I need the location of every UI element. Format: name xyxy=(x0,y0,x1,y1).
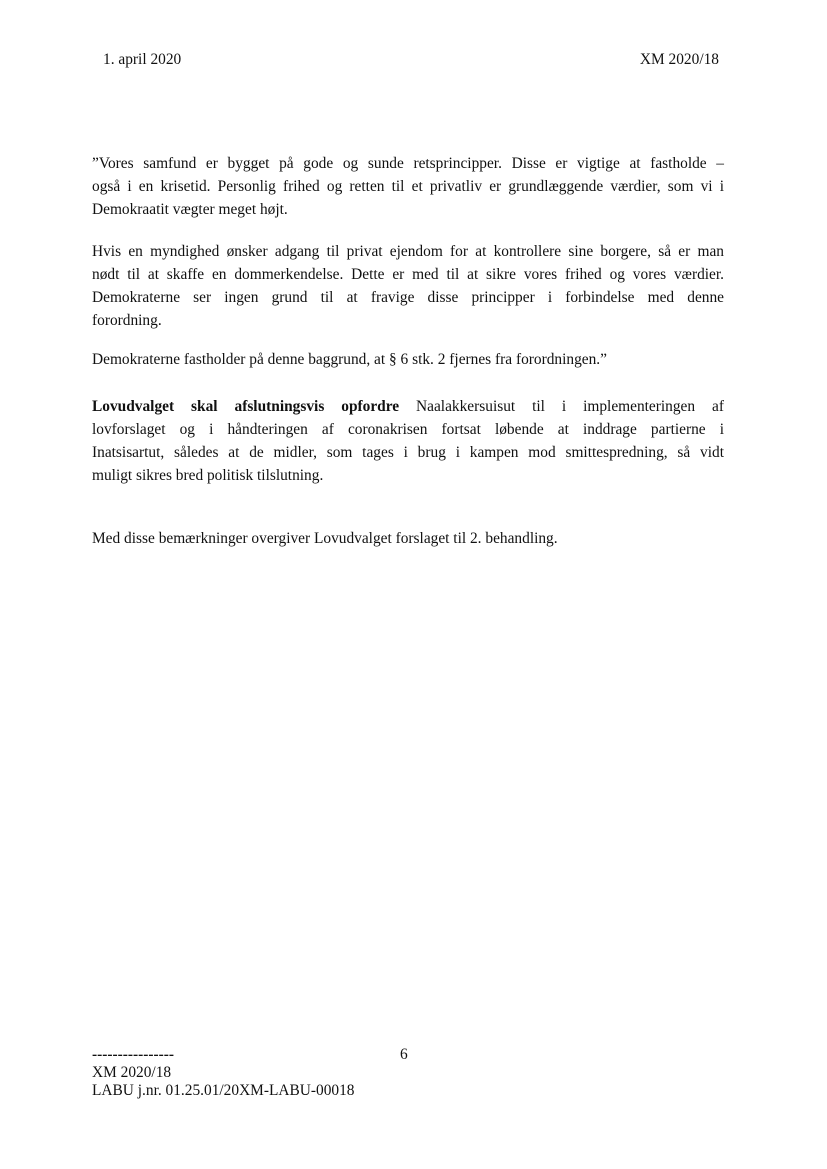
paragraph-committee-call xyxy=(92,395,724,487)
text-fragment: Naalakkersuisut til i implementeringen af xyxy=(399,398,724,415)
paragraph-quote-principles xyxy=(92,152,724,221)
text-line: ”Vores samfund er bygget på gode og sunde retsprincipper. Disse er vigtige at fastholde – xyxy=(92,155,724,172)
text-line: Med disse bemærkninger overgiver Lovudvalget forslaget til 2. behandling. xyxy=(92,530,558,547)
page-number: 6 xyxy=(400,1046,408,1063)
paragraph-conclusion-quote xyxy=(92,348,724,371)
text-line: også i en krisetid. Personlig frihed og retten til et privatliv er grundlæggende værdier, som vi i xyxy=(92,178,724,195)
text-line: Demokraatit vægter meget højt. xyxy=(92,201,288,218)
header-date: 1. april 2020 xyxy=(103,51,182,68)
text-line: nødt til at skaffe en dommerkendelse. Dette er med til at sikre vores frihed og vores værdier. xyxy=(92,266,724,283)
text-line: lovforslaget og i håndteringen af coronakrisen fortsat løbende at inddrage partierne i xyxy=(92,421,724,438)
text-line xyxy=(92,395,724,418)
text-line: Hvis en myndighed ønsker adgang til privat ejendom for at kontrollere sine borgere, så er man xyxy=(92,243,724,260)
footer-journal-number: LABU j.nr. 01.25.01/20XM-LABU-00018 xyxy=(92,1082,355,1099)
text-line: Inatsisartut, således at de midler, som tages i brug i kampen mod smittespredning, så vidt xyxy=(92,444,724,461)
text-line: muligt sikres bred politisk tilslutning. xyxy=(92,467,324,484)
paragraph-court-order xyxy=(92,240,724,332)
paragraph-closing xyxy=(92,527,724,550)
footer-rule: ---------------- xyxy=(92,1046,175,1063)
text-line: Demokraterne ser ingen grund til at fravige disse principper i forbindelse med denne xyxy=(92,289,724,306)
bold-lead-in: Lovudvalget skal afslutningsvis opfordre xyxy=(92,398,400,415)
footer xyxy=(92,1046,355,1100)
header-doc-ref: XM 2020/18 xyxy=(639,51,719,68)
text-line: Demokraterne fastholder på denne baggrund, at § 6 stk. 2 fjernes fra forordningen.” xyxy=(92,351,607,368)
text-line: forordning. xyxy=(92,312,162,329)
footer-doc-ref: XM 2020/18 xyxy=(92,1064,172,1081)
